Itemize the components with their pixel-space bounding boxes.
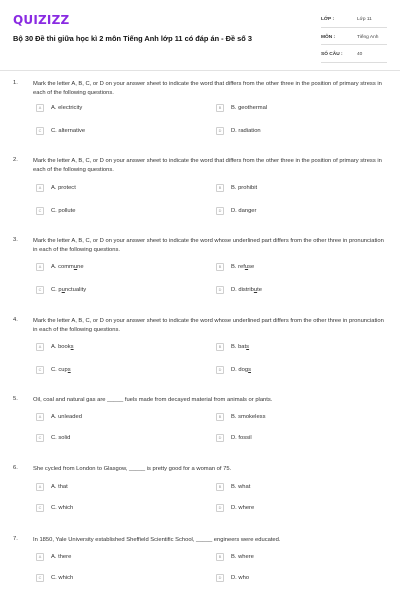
answer-option-b[interactable] (216, 552, 254, 562)
option-text-end: ne (77, 264, 84, 270)
option-text-start: D. dog (231, 367, 249, 373)
option-letter-box: B (216, 343, 224, 351)
option-text (231, 554, 254, 560)
question-text: Mark the letter A, B, C, or D on your answer sheet to indicate the word that differs from the other three in the position of primary stress in each of the following questions. (33, 81, 382, 96)
option-text-start: B. ref (231, 264, 245, 270)
option-letter-box: B (216, 413, 224, 421)
option-text-start: A. protect (51, 185, 76, 191)
answer-option-a[interactable] (36, 262, 84, 272)
option-text (231, 128, 261, 134)
document-title: Bộ 30 Đề thi giữa học kì 2 môn Tiếng Anh lớp 11 có đáp án - Đề số 3 (13, 34, 252, 43)
answer-option-c[interactable] (36, 126, 85, 136)
option-letter-box: D (216, 286, 224, 294)
option-text-start: B. smokeless (231, 414, 266, 420)
meta-value: Lớp 11 (357, 17, 372, 23)
option-text (231, 287, 262, 293)
option-text (51, 185, 76, 191)
question-number: 6. (13, 465, 18, 471)
meta-row-question-count (321, 48, 387, 63)
option-text-start: C. which (51, 505, 74, 511)
option-letter-box: D (216, 127, 224, 135)
option-text (51, 575, 73, 581)
option-text (51, 435, 70, 441)
option-text-start: C. alternative (51, 128, 86, 134)
meta-value: 40 (357, 52, 363, 58)
answer-option-b[interactable] (216, 183, 257, 193)
option-letter-box: A (36, 483, 44, 491)
option-letter-box: A (36, 343, 44, 351)
option-text (231, 185, 257, 191)
option-letter-box: A (36, 263, 44, 271)
option-letter-box: B (216, 184, 224, 192)
meta-key: LỚP : (321, 17, 335, 23)
option-letter-box: D (216, 434, 224, 442)
option-text (51, 128, 85, 134)
option-text (231, 505, 254, 511)
question-text: She cycled from London to Glasgow, _____ is pretty good for a woman of 75. (33, 466, 232, 472)
question-number: 1. (13, 80, 18, 86)
option-underlined-part: u (61, 287, 65, 293)
option-letter-box: C (36, 366, 44, 374)
option-letter-box: B (216, 553, 224, 561)
metadata-panel (321, 13, 387, 66)
option-letter-box: D (216, 504, 224, 512)
option-text (231, 264, 254, 270)
question-text: Oil, coal and natural gas are _____ fuels made from decayed material from animals or plants. (33, 397, 273, 403)
option-letter-box: C (36, 207, 44, 215)
option-text (51, 208, 76, 214)
question-number: 2. (13, 157, 18, 163)
option-text-start: A. book (51, 344, 71, 350)
option-letter-box: C (36, 286, 44, 294)
option-text (51, 105, 82, 111)
question-text: Mark the letter A, B, C, or D on your answer sheet to indicate the word whose underlined part differs from the other three in pronunciation in each of the following questions. (33, 318, 384, 333)
option-letter-box: A (36, 413, 44, 421)
answer-option-a[interactable] (36, 103, 82, 113)
option-text-start: A. electricity (51, 105, 83, 111)
option-text (51, 554, 71, 560)
answer-option-c[interactable] (36, 365, 71, 375)
option-text (51, 505, 73, 511)
question-number: 7. (13, 536, 18, 542)
answer-option-d[interactable] (216, 206, 256, 216)
answer-option-b[interactable] (216, 412, 265, 422)
meta-value: Tiếng Anh (357, 34, 379, 40)
header-divider (0, 70, 400, 71)
answer-option-a[interactable] (36, 183, 76, 193)
option-text-start: C. cup (51, 367, 68, 373)
option-text (231, 105, 267, 111)
option-underlined-part: s (67, 367, 71, 373)
question-text: Mark the letter A, B, C, or D on your answer sheet to indicate the word whose underlined part differs from the other three in pronunciation in each of the following questions. (33, 238, 384, 253)
option-text (231, 367, 251, 373)
option-text-start: B. where (231, 554, 254, 560)
option-text-start: D. where (231, 505, 255, 511)
answer-option-c[interactable] (36, 503, 73, 513)
option-text-start: B. geothermal (231, 105, 268, 111)
option-text (231, 435, 252, 441)
option-letter-box: A (36, 184, 44, 192)
option-letter-box: C (36, 504, 44, 512)
option-letter-box: D (216, 207, 224, 215)
option-text (51, 484, 68, 490)
quizizz-logo: QUIZIZZ (13, 13, 70, 27)
answer-option-d[interactable] (216, 573, 249, 583)
question-number: 4. (13, 317, 18, 323)
option-text (231, 414, 265, 420)
option-underlined-part: u (73, 264, 78, 270)
answer-option-c[interactable] (36, 433, 70, 443)
option-text-start: B. prohibit (231, 185, 258, 191)
answer-option-b[interactable] (216, 482, 250, 492)
answer-option-a[interactable] (36, 342, 74, 352)
question-text: In 1850, Yale University established Sheffield Scientific School, _____ engineers were educated. (33, 537, 281, 543)
question-text: Mark the letter A, B, C, or D on your answer sheet to indicate the word that differs from the other three in the position of primary stress in each of the following questions. (33, 158, 382, 173)
answer-option-d[interactable] (216, 285, 262, 295)
meta-key: SỐ CÂU : (321, 52, 343, 58)
option-text-start: C. solid (51, 435, 71, 441)
option-text-start: C. p (51, 287, 62, 293)
option-letter-box: B (216, 104, 224, 112)
question-number: 5. (13, 396, 18, 402)
option-letter-box: C (36, 574, 44, 582)
option-text-start: C. which (51, 575, 74, 581)
meta-row-grade (321, 13, 387, 28)
question-number: 3. (13, 237, 18, 243)
option-text-start: B. what (231, 484, 251, 490)
option-letter-box: B (216, 263, 224, 271)
option-underlined-part: u (244, 264, 249, 270)
answer-option-a[interactable] (36, 552, 71, 562)
option-text (51, 344, 74, 350)
option-text-start: B. bat (231, 344, 247, 350)
option-underlined-part: u (253, 287, 258, 293)
option-text-start: D. distrib (231, 287, 254, 293)
answer-option-d[interactable] (216, 503, 254, 513)
answer-option-a[interactable] (36, 412, 82, 422)
answer-option-b[interactable] (216, 103, 267, 113)
answer-option-c[interactable] (36, 285, 86, 295)
option-letter-box: D (216, 366, 224, 374)
answer-option-c[interactable] (36, 573, 73, 583)
option-underlined-part: s (70, 344, 74, 350)
option-text (231, 575, 249, 581)
option-text-start: A. that (51, 484, 68, 490)
option-text-start: A. comm (51, 264, 74, 270)
answer-option-d[interactable] (216, 365, 251, 375)
answer-option-a[interactable] (36, 482, 68, 492)
option-text (51, 287, 86, 293)
option-text-end: se (248, 264, 255, 270)
option-text-start: C. pollute (51, 208, 76, 214)
option-underlined-part: s (246, 344, 250, 350)
answer-option-c[interactable] (36, 206, 76, 216)
option-text-start: D. radiation (231, 128, 261, 134)
option-text-end: te (257, 287, 262, 293)
option-text-start: A. there (51, 554, 72, 560)
answer-option-b[interactable] (216, 342, 249, 352)
option-letter-box: B (216, 483, 224, 491)
option-letter-box: A (36, 553, 44, 561)
option-letter-box: A (36, 104, 44, 112)
option-text (231, 208, 256, 214)
option-letter-box: C (36, 434, 44, 442)
answer-option-d[interactable] (216, 433, 252, 443)
option-underlined-part: s (248, 367, 251, 373)
option-text (51, 264, 84, 270)
meta-key: MÔN : (321, 34, 336, 40)
option-text-end: nctuality (64, 287, 87, 293)
option-text (231, 484, 250, 490)
meta-row-subject (321, 31, 387, 46)
option-text-start: D. fossil (231, 435, 252, 441)
option-letter-box: D (216, 574, 224, 582)
option-text (51, 414, 82, 420)
option-text (51, 367, 71, 373)
option-text-start: A. unleaded (51, 414, 82, 420)
option-text-start: D. who (231, 575, 250, 581)
answer-option-d[interactable] (216, 126, 261, 136)
option-text-start: D. danger (231, 208, 257, 214)
option-text (231, 344, 249, 350)
answer-option-b[interactable] (216, 262, 254, 272)
option-letter-box: C (36, 127, 44, 135)
